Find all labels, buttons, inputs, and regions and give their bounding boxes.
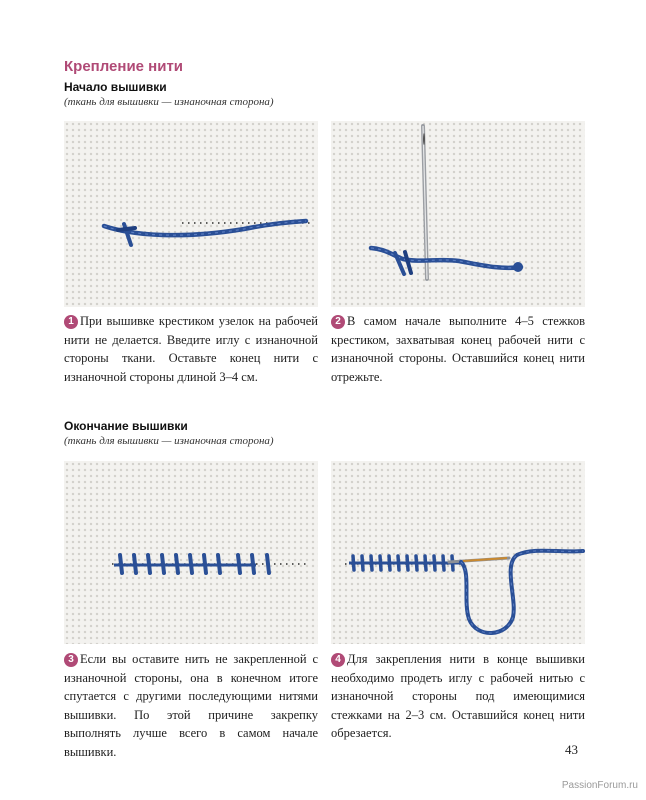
step-1-text: При вышивке крестиком узелок на рабочей нити не делается. Введите иглу с изнаночной стороны ткани. Оставьте конец нити с изнаночной стороны длиной 3–4 см. bbox=[64, 314, 318, 384]
end-heading: Окончание вышивки bbox=[64, 419, 188, 433]
start-note: (ткань для вышивки — изнаночная сторона) bbox=[64, 96, 274, 108]
start-heading: Начало вышивки bbox=[64, 80, 167, 94]
step-3-caption bbox=[64, 650, 318, 761]
step-3-text: Если вы оставите нить не закрепленной с изнаночной стороны, она в конечном итоге спутается с другими последующими нитями вышивки. По этой причине закрепку выполнять лучше всего в самом начале вышивки. bbox=[64, 652, 318, 759]
end-note: (ткань для вышивки — изнаночная сторона) bbox=[64, 435, 274, 447]
step-4-text: Для закрепления нити в конце вышивки необходимо продеть иглу с рабочей нитью с изнаночной стороны под имеющимися стежками на 2–3 см. Оставшийся конец нити обрезается. bbox=[331, 652, 585, 740]
step-2-badge: 2 bbox=[331, 315, 345, 329]
page-number: 43 bbox=[565, 742, 578, 757]
step-1-caption bbox=[64, 312, 318, 386]
step-1-badge: 1 bbox=[64, 315, 78, 329]
section-title: Крепление нити bbox=[64, 58, 184, 75]
photo-step-3 bbox=[64, 461, 318, 644]
step-3-badge: 3 bbox=[64, 653, 78, 667]
watermark: PassionForum.ru bbox=[561, 780, 638, 791]
step-4-badge: 4 bbox=[331, 653, 345, 667]
step-4-caption bbox=[331, 650, 585, 743]
photo-step-1 bbox=[64, 121, 318, 307]
step-2-caption bbox=[331, 312, 585, 386]
photo-step-2 bbox=[331, 121, 585, 307]
photo-step-4 bbox=[331, 461, 585, 644]
step-2-text: В самом начале выполните 4–5 стежков крестиком, захватывая конец рабочей нити с изнаночной стороны. Оставшийся конец нити отрежьте. bbox=[331, 314, 585, 384]
